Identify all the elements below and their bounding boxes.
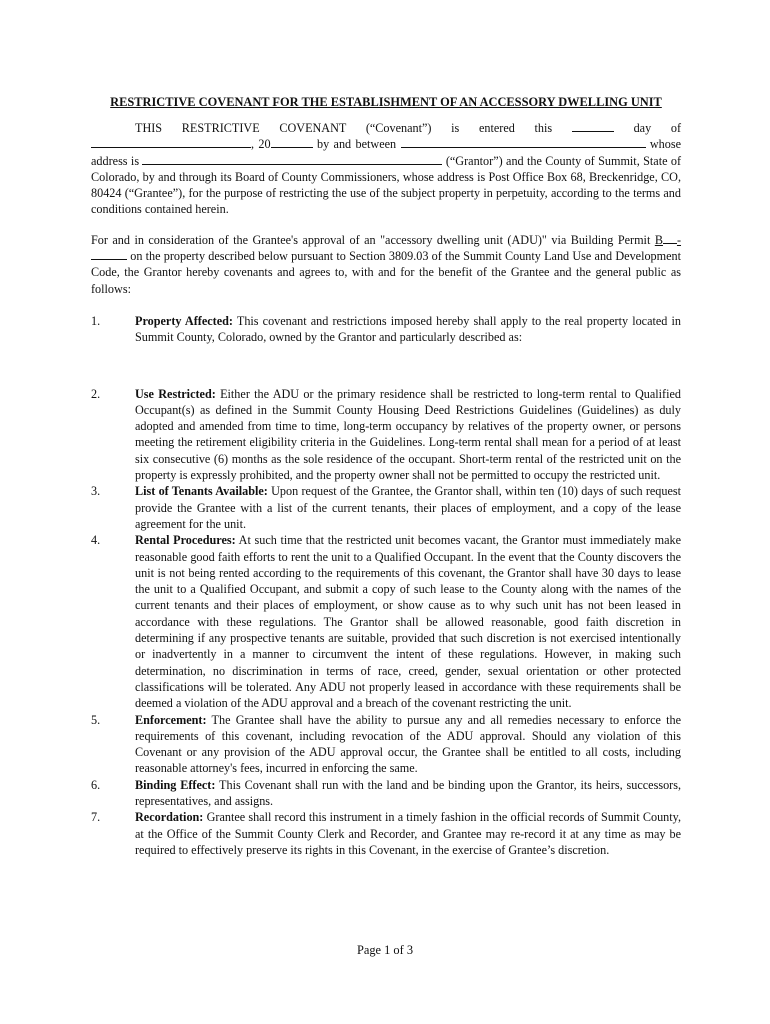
item-heading: Use Restricted: — [135, 386, 216, 401]
item-heading: Enforcement: — [135, 712, 207, 727]
document-title: RESTRICTIVE COVENANT FOR THE ESTABLISHMENT OF AN ACCESSORY DWELLING UNIT — [110, 95, 662, 109]
item-heading: List of Tenants Available: — [135, 484, 268, 499]
list-item — [91, 809, 681, 858]
document-body — [91, 94, 681, 858]
item-number: 1. — [91, 313, 101, 328]
intro-text-2: day of — [633, 121, 682, 135]
item-text: This covenant and restrictions imposed hereby shall apply to the real property located in Summit County, Colorado, owned by the Grantor and particularly described as: — [135, 313, 681, 345]
intro-text-3: , 20 — [251, 137, 271, 152]
consideration-paragraph — [91, 232, 681, 297]
permit-dash: - — [676, 232, 682, 247]
item-heading: Binding Effect: — [135, 777, 216, 792]
covenant-items — [91, 313, 681, 858]
item-heading: Property Affected: — [135, 313, 233, 328]
item-number: 4. — [91, 533, 101, 548]
list-item — [91, 777, 681, 810]
item-text: Grantee shall record this instrument in a timely fashion in the official records of Summit County, at the Office of the Summit County Clerk and Recorder, and Grantee may re-record it at any time as may be required to effectively preserve its rights in this Covenant, in the exercise of Grantee’s discretion. — [135, 810, 681, 857]
item-text: This Covenant shall run with the land and be binding upon the Grantor, its heirs, successors, representatives, and assigns. — [135, 777, 682, 808]
intro-text-1: THIS RESTRICTIVE COVENANT (“Covenant”) is entered this — [135, 121, 553, 135]
list-item — [91, 313, 681, 346]
grantor-address-blank[interactable] — [142, 153, 442, 165]
intro-text-4: by and between — [316, 137, 397, 152]
item-number: 7. — [91, 810, 101, 825]
item-number: 5. — [91, 712, 101, 727]
item-text: Upon request of the Grantee, the Grantor shall, within ten (10) days of such request provide the Grantee with a list of the current tenants, their places of employment, and a copy of the lease agreement for the unit. — [135, 484, 682, 531]
year-blank[interactable] — [271, 136, 313, 148]
month-blank[interactable] — [91, 136, 251, 148]
list-item — [91, 483, 681, 532]
consideration-text-2: on the property described below pursuant to Section 3809.03 of the Summit County Land Use and Development Code, the Grantor hereby covenants and agrees to, with and for the benefit of the Grantee and the general public as follows: — [91, 249, 682, 296]
intro-text-5: whose address is — [91, 137, 682, 168]
item-number: 3. — [91, 484, 101, 499]
item-number: 2. — [91, 386, 101, 401]
permit-blank-a[interactable] — [663, 232, 677, 244]
list-item — [91, 386, 681, 484]
list-item — [91, 712, 681, 777]
grantor-name-blank[interactable] — [401, 136, 646, 148]
intro-text-6: (“Grantor”) and the County of Summit, State of Colorado, by and through its Board of County Commissioners, whose address is Post Office Box 68, Breckenridge, CO, 80424 (“Grantee”), for the purpose of restricting the use of the subject property in perpetuity, according to the terms and conditions contained herein. — [91, 153, 682, 217]
item-text: Either the ADU or the primary residence shall be restricted to long-term rental to Qualified Occupant(s) as defined in the Summit County Housing Deed Restrictions Guidelines (Guidelines) as duly adopted and amended from time to time, long-term occupancy by relatives of the property owner, or persons meeting the retirement eligibility criteria in the Guidelines. Long-term rental shall mean for a period of at least six consecutive (6) months as the sole residence of the occupant. Short-term rental of the restricted unit on the property is expressly prohibited, and the property owner shall not be permitted to occupy the restricted unit. — [135, 386, 681, 483]
page-footer: Page 1 of 3 — [356, 943, 414, 957]
item-text: At such time that the restricted unit becomes vacant, the Grantor must immediately make reasonable good faith efforts to rent the unit to a Qualified Occupant. In the event that the County discovers the unit is not being rented according to the requirements of this covenant, the Grantor shall have 30 days to lease the unit to a Qualified Occupant, and submit a copy of such lease to the County along with the names of the current tenants and their places of employment, or show cause as to why such unit has not been leased in accordance with these regulations. The Grantor shall be allowed reasonable, good faith discretion in determining if any prospective tenants are suitable, provided that such discretion is not exercised intentionally or inadvertently in a manner to circumvent the intent of these regulations. However, in making such determination, no discrimination in terms of race, creed, gender, sexual orientation or other protected classifications will be tolerated. Any ADU not properly leased in accordance with these requirements shall be deemed a violation of the ADU approval and a breach of the covenant restricting the unit. — [135, 533, 682, 711]
intro-paragraph — [91, 120, 681, 218]
day-blank[interactable] — [572, 120, 614, 132]
list-item — [91, 532, 681, 711]
permit-blank-b[interactable] — [91, 248, 127, 260]
consideration-text-1: For and in consideration of the Grantee's approval of an "accessory dwelling unit (ADU)" via Building Permit — [91, 232, 651, 247]
permit-prefix: B — [654, 232, 663, 247]
item-heading: Rental Procedures: — [135, 533, 236, 548]
item-text: The Grantee shall have the ability to pursue any and all remedies necessary to enforce the requirements of this covenant, including revocation of the ADU approval. Should any violation of this Covenant or any provision of the ADU approval occur, the Grantee shall be entitled to all costs, including reasonable attorney's fees, incurred in enforcing the same. — [135, 712, 681, 776]
item-heading: Recordation: — [135, 810, 204, 825]
item-number: 6. — [91, 777, 101, 792]
